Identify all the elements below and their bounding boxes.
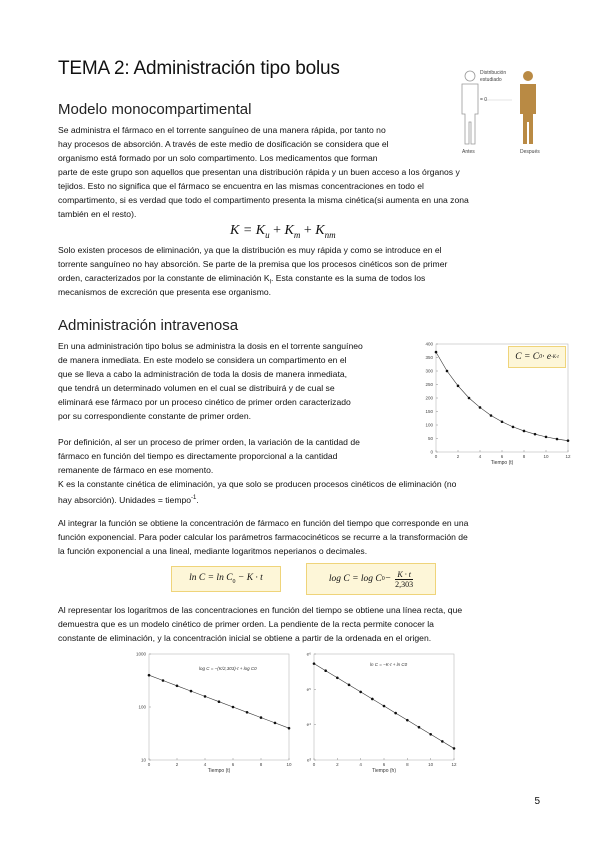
data-point bbox=[359, 691, 362, 694]
y-tick-label: e³ bbox=[306, 757, 311, 763]
y-tick-label: 200 bbox=[425, 395, 433, 401]
x-tick-label: 0 bbox=[312, 762, 316, 767]
data-point bbox=[468, 397, 471, 400]
data-point bbox=[383, 705, 386, 708]
data-point bbox=[204, 695, 207, 698]
figure-label-left: Antes bbox=[462, 149, 475, 155]
x-tick-label: 8 bbox=[259, 762, 263, 767]
data-point bbox=[512, 426, 515, 429]
y-tick-label: 400 bbox=[425, 341, 433, 347]
data-point bbox=[218, 700, 221, 703]
x-tick-label: 6 bbox=[382, 762, 386, 767]
text-line: función exponencial. Para poder calcular los parámetros farmacocinéticos se recurre a la transformación de bbox=[58, 532, 468, 542]
x-tick-label: 6 bbox=[500, 454, 504, 459]
x-tick-label: 2 bbox=[336, 762, 339, 767]
y-tick-label: 1000 bbox=[135, 651, 146, 657]
data-point bbox=[556, 438, 559, 441]
plot-frame bbox=[436, 344, 568, 452]
text-line: Al integrar la función se obtiene la concentración de fármaco en función del tiempo que corresponde en una bbox=[58, 518, 469, 528]
y-tick-label: e⁵ bbox=[306, 686, 311, 692]
x-tick-label: 6 bbox=[231, 762, 235, 767]
data-point bbox=[274, 722, 277, 725]
x-tick-label: 2 bbox=[456, 454, 460, 459]
x-axis-label: Tiempo (t) bbox=[490, 460, 514, 466]
text-line: eliminará ese fármaco por un proceso cinético de primer orden caracterizado bbox=[58, 397, 351, 407]
data-point bbox=[336, 676, 339, 679]
y-tick-label: 150 bbox=[425, 409, 433, 414]
x-tick-label: 10 bbox=[543, 454, 549, 459]
y-tick-label: 0 bbox=[430, 449, 433, 455]
x-tick-label: 10 bbox=[286, 762, 292, 767]
equation-box-exponential: C = C 0 · e -K·t bbox=[508, 346, 566, 368]
text-line: Al representar los logaritmos de las concentraciones en función del tiempo se obtiene una línea recta, que bbox=[58, 605, 463, 615]
data-point bbox=[457, 385, 460, 388]
figure-legend-mid: estudiado bbox=[480, 77, 502, 83]
text-line: orden, caracterizados por la constante de eliminación $K_l$. Esta constante es la suma de todos los bbox=[58, 273, 426, 286]
data-point bbox=[479, 406, 482, 409]
text-line: K es la constante cinética de eliminación, ya que solo se producen procesos cinéticos de eliminación (no bbox=[58, 479, 457, 489]
equation-box-ln: $\ln C = \ln C_0 - K \cdot t$ bbox=[171, 566, 281, 592]
y-tick-label: e⁶ bbox=[306, 651, 311, 657]
text-line: Se administra el fármaco en el torrente sanguíneo de una manera rápida, por tanto no bbox=[58, 125, 386, 135]
data-point bbox=[406, 719, 409, 722]
y-tick-label: 300 bbox=[425, 368, 433, 374]
chart-log-svg bbox=[135, 648, 295, 776]
text-line: hay procesos de absorción. A través de este medio de dosificación se considera que el bbox=[58, 139, 389, 149]
data-point bbox=[162, 679, 165, 682]
text-line: Solo existen procesos de eliminación, ya que la distribución es muy rápida y como se introduce en el bbox=[58, 245, 442, 255]
page-title: TEMA 2: Administración tipo bolus bbox=[58, 58, 340, 79]
chart-exponential-svg bbox=[422, 338, 572, 468]
data-point bbox=[176, 685, 179, 688]
text-line: remanente de fármaco en ese momento. bbox=[58, 465, 214, 475]
figure-marker: = 0 bbox=[480, 97, 488, 103]
data-point bbox=[148, 674, 151, 677]
text-line: constante de eliminación, y la concentración inicial se obtiene a partir de la ordenada en el origen. bbox=[58, 633, 432, 643]
page-number: 5 bbox=[534, 796, 540, 807]
chart-log-linear bbox=[135, 648, 295, 776]
x-axis-label: Tiempo (h) bbox=[372, 768, 396, 774]
x-tick-label: 0 bbox=[434, 454, 438, 459]
data-point bbox=[288, 727, 291, 730]
text-line: que tendrá un determinado volumen en el cual se distribuirá y de cual se bbox=[58, 383, 335, 393]
figure-label-right: Después bbox=[520, 149, 540, 155]
text-line: demuestra que es un modelo cinético de primer orden. La pendiente de la recta permite conocer la bbox=[58, 619, 434, 629]
data-point bbox=[232, 706, 235, 709]
text-line: compartimento, si es verdad que todo el compartimento presenta la misma cinética(si aumenta en una zona bbox=[58, 195, 469, 205]
text-line: hay absorción). Unidades = tiempo$^{-1}$. bbox=[58, 494, 199, 505]
chart-annotation: ln C = −K·t + ln C0 bbox=[370, 662, 408, 667]
data-point bbox=[523, 430, 526, 433]
y-tick-label: e⁴ bbox=[306, 722, 311, 728]
data-point bbox=[313, 662, 316, 665]
x-tick-label: 4 bbox=[478, 454, 482, 459]
data-point bbox=[490, 414, 493, 417]
y-tick-label: 350 bbox=[425, 355, 433, 360]
data-point bbox=[190, 690, 193, 693]
data-point bbox=[394, 712, 397, 715]
text-line: parte de este grupo son aquellos que presentan una distribución rápida y un buen acceso a los órganos y bbox=[58, 167, 460, 177]
series-line bbox=[436, 352, 568, 441]
y-tick-label: 100 bbox=[138, 704, 146, 710]
x-tick-label: 10 bbox=[428, 762, 434, 767]
text-line: organismo está formado por un solo compartimento. Los medicamentos que forman bbox=[58, 153, 378, 163]
section-heading-intravenosa: Administración intravenosa bbox=[58, 317, 239, 334]
text-line: En una administración tipo bolus se administra la dosis en el torrente sanguíneo bbox=[58, 341, 363, 351]
text-line: torrente sanguíneo no hay absorción. Se parte de la premisa que los procesos cinéticos son de primer bbox=[58, 259, 448, 269]
text-line: por su correspondiente constante de primer orden. bbox=[58, 411, 251, 421]
x-axis-label: Tiempo (t) bbox=[207, 768, 231, 774]
data-point bbox=[501, 420, 504, 423]
y-tick-label: 100 bbox=[425, 422, 433, 428]
data-point bbox=[429, 733, 432, 736]
x-tick-label: 12 bbox=[565, 454, 571, 459]
text-line: fármaco en función del tiempo es directamente proporcional a la cantidad bbox=[58, 451, 338, 461]
data-point bbox=[435, 351, 438, 354]
figure-legend-top: Distribución bbox=[480, 70, 507, 76]
chart-annotation: log C = −(K/2,303)·t + log C0 bbox=[199, 666, 257, 671]
x-tick-label: 4 bbox=[359, 762, 362, 767]
data-point bbox=[545, 436, 548, 439]
text-line: de manera inmediata. En este modelo se considera un compartimento en el bbox=[58, 355, 347, 365]
y-tick-label: 250 bbox=[425, 382, 433, 387]
x-tick-label: 12 bbox=[451, 762, 457, 767]
data-point bbox=[348, 684, 351, 687]
text-line: mecanismos de excreción que presenta ese organismo. bbox=[58, 287, 272, 297]
equation-box-log: log C = log C 0 − $\frac{K \cdot t}{2,303}$ bbox=[306, 563, 436, 595]
data-point bbox=[534, 433, 537, 436]
x-tick-label: 2 bbox=[175, 762, 179, 767]
x-tick-label: 8 bbox=[522, 454, 526, 459]
data-point bbox=[260, 716, 263, 719]
text-line: tejidos. Esto no significa que el fármaco se encuentra en las mismas concentraciones en todo el bbox=[58, 181, 424, 191]
data-point bbox=[371, 698, 374, 701]
text-line: Por definición, al ser un proceso de primer orden, la variación de la cantidad de bbox=[58, 437, 360, 447]
chart-ln-svg bbox=[300, 648, 460, 776]
text-line: la función exponencial a una lineal, mediante logaritmos neperianos o decimales. bbox=[58, 546, 368, 556]
compartment-figure bbox=[452, 60, 544, 156]
data-point bbox=[246, 711, 249, 714]
data-point bbox=[453, 747, 456, 750]
x-tick-label: 0 bbox=[147, 762, 151, 767]
data-point bbox=[418, 726, 421, 729]
data-point bbox=[441, 740, 444, 743]
section-heading-monocompartimental: Modelo monocompartimental bbox=[58, 101, 252, 118]
chart-exponential-decay bbox=[422, 338, 572, 468]
x-tick-label: 4 bbox=[203, 762, 207, 767]
y-tick-label: 10 bbox=[140, 757, 146, 763]
text-line: también en el resto). bbox=[58, 209, 137, 219]
chart-ln-linear bbox=[300, 648, 460, 776]
data-point bbox=[567, 439, 570, 442]
data-point bbox=[324, 669, 327, 672]
text-line: que se lleva a cabo la administración de toda la dosis de manera inmediata, bbox=[58, 369, 348, 379]
x-tick-label: 8 bbox=[406, 762, 409, 767]
data-point bbox=[446, 370, 449, 373]
equation-k-sum: $K = K_u + K_m + K_{nm}$ bbox=[230, 223, 336, 240]
y-tick-label: 50 bbox=[427, 436, 433, 441]
